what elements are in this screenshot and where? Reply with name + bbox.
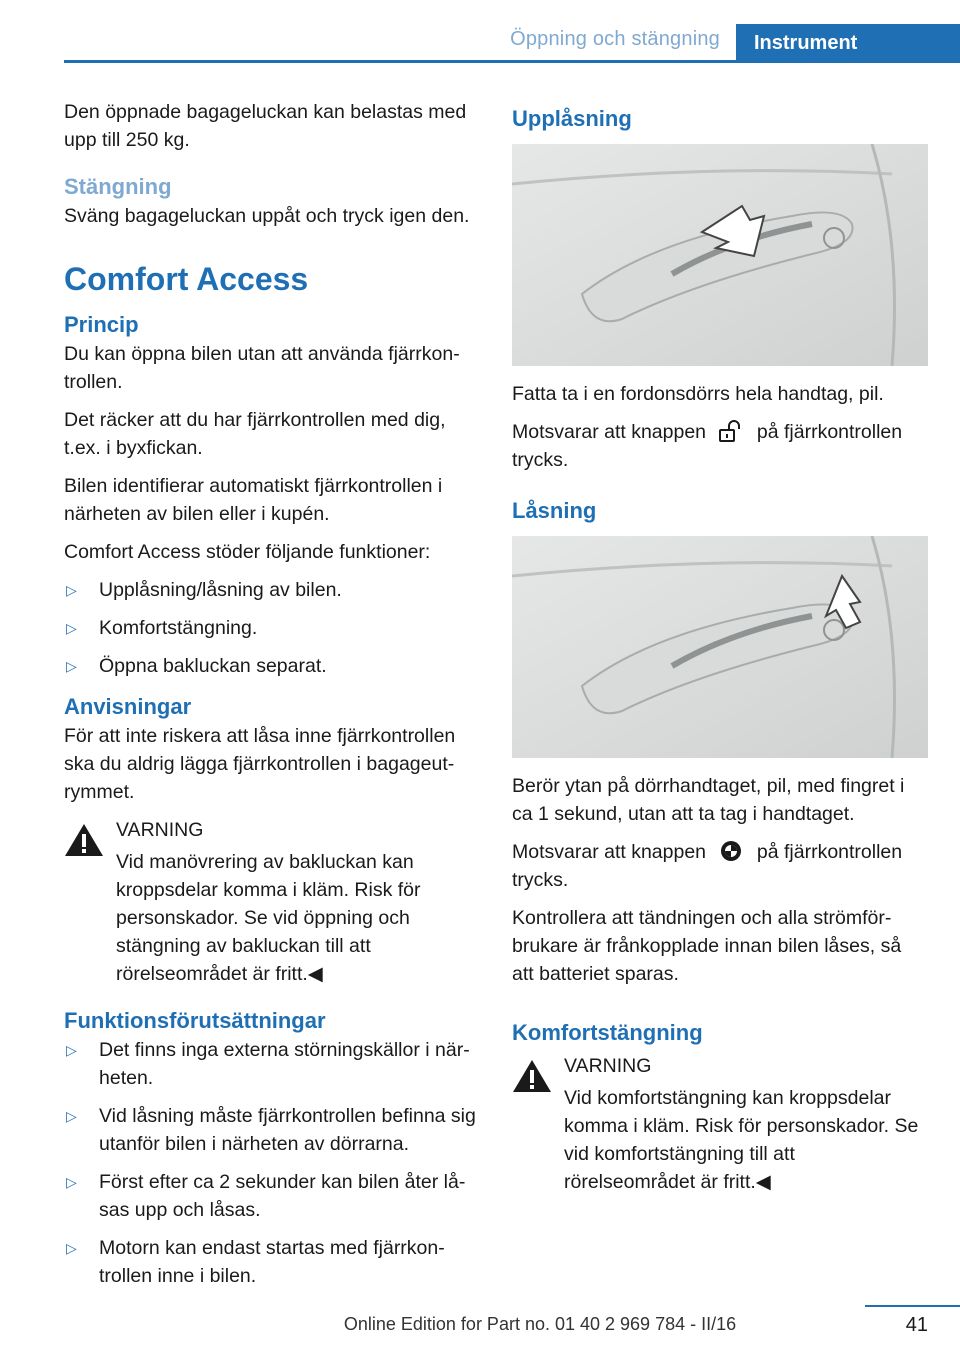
left-column [64,98,479,1302]
triangle-right-icon: ▷ [66,1042,77,1058]
triangle-right-icon: ▷ [66,582,77,598]
warning-box [64,816,479,988]
unlock-padlock-icon [717,420,745,442]
unlock-heading: Upplåsning [512,106,632,131]
list-item: ▷ Komfortstängning. [64,614,479,642]
warning-text: Vid komfortstängning kan kroppsdelar komma i kläm. Risk för personskador. Se vid komfortstängning till att rörelseområdet är fritt.◀ [564,1087,919,1193]
list-item: ▷ Öppna bakluckan separat. [64,652,479,680]
list-item: ▷ Det finns inga externa störningskällor i närheten. [64,1036,479,1092]
list-item: ▷ Motorn kan endast startas med fjärrkontrollen inne i bilen. [64,1234,479,1290]
door-handle-lock-photo [512,536,928,758]
list-item: ▷ Vid låsning måste fjärrkontrollen befinna sig utanför bilen i närheten av dörrarna. [64,1102,479,1158]
header-chapter-label: Instrument [754,32,858,54]
warning-label: VARNING [564,1055,652,1077]
notes-heading: Anvisningar [64,694,192,719]
lock-p3: Kontrollera att tändningen och alla strömförbrukare är frånkopplade innan bilen låses, så att batteriet sparas. [512,907,902,985]
warning-text: Vid manövrering av bakluckan kan kroppsdelar komma i kläm. Risk för personskador. Se vid öppning och stängning av bakluckan till att rörelseområdet är fritt.◀ [116,851,421,985]
footer-rule [865,1305,960,1307]
notes-text: För att inte riskera att låsa inne fjärrkontrollen ska du aldrig lägga fjärrkontrollen i bagageutrymmet. [64,725,456,803]
triangle-right-icon: ▷ [66,620,77,636]
header-chapter-tab [736,24,960,63]
closing-text: Sväng bagageluckan uppåt och tryck igen den. [64,205,470,227]
warning-triangle-icon [64,822,104,858]
right-column [512,98,928,1214]
principle-p4: Comfort Access stöder följande funktioner: [64,541,431,563]
lock-p2: Motsvarar att knappen på fjärrkontrollen trycks. [512,841,903,891]
prereq-list [64,1036,479,1290]
triangle-right-icon: ▷ [66,1108,77,1124]
intro-paragraph: Den öppnade bagageluckan kan belastas med upp till 250 kg. [64,101,467,151]
warning-label: VARNING [116,819,204,841]
comfort-heading: Komfortstängning [512,1020,703,1045]
bmw-roundel-icon [717,840,745,862]
principle-p3: Bilen identifierar automatiskt fjärrkontrollen i närheten av bilen eller i kupén. [64,475,443,525]
page-number: 41 [905,1314,928,1336]
header-section-title: Öppning och stängning [510,28,720,50]
triangle-right-icon: ▷ [66,1240,77,1256]
page-title: Comfort Access [64,261,309,297]
warning-triangle-icon [512,1058,552,1094]
principle-p2: Det räcker att du har fjärrkontrollen med dig, t.ex. i byxfickan. [64,409,446,459]
list-item: ▷ Först efter ca 2 sekunder kan bilen åter låsas upp och låsas. [64,1168,479,1224]
lock-p1: Berör ytan på dörrhandtaget, pil, med fingret i ca 1 sekund, utan att ta tag i handtaget. [512,775,905,825]
unlock-p2: Motsvarar att knappen på fjärrkontrollen trycks. [512,421,903,471]
triangle-right-icon: ▷ [66,658,77,674]
door-handle-unlock-photo [512,144,928,366]
principle-heading: Princip [64,312,139,337]
footer-edition: Online Edition for Part no. 01 40 2 969 784 - II/16 [343,1314,737,1334]
unlock-p1: Fatta ta i en fordonsdörrs hela handtag, pil. [512,383,884,405]
lock-heading: Låsning [512,498,597,523]
principle-p1: Du kan öppna bilen utan att använda fjärrkontrollen. [64,343,460,393]
triangle-right-icon: ▷ [66,1174,77,1190]
prereq-heading: Funktionsförutsättningar [64,1008,326,1033]
functions-list [64,576,479,680]
list-item: ▷ Upplåsning/låsning av bilen. [64,576,479,604]
warning-box [512,1052,928,1196]
closing-heading: Stängning [64,174,172,199]
